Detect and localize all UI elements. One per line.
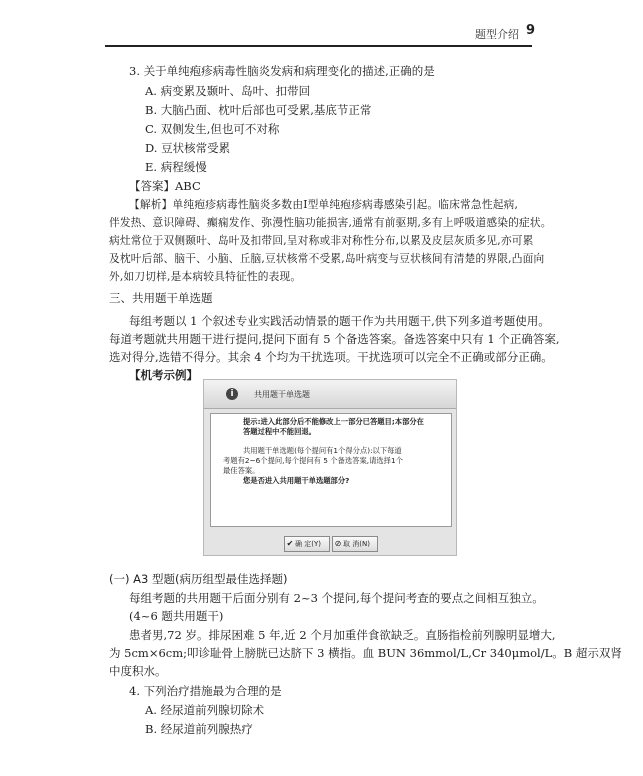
a3-heading: (一) A3 型题(病历组型最佳选择题) [109,572,288,586]
option-d: D. 豆状核常受累 [145,141,231,155]
header-section-title: 题型介绍 [475,28,519,41]
option-a: A. 经尿道前列腺切除术 [145,703,265,717]
question-3-stem: 3. 关于单纯疱疹病毒性脑炎发病和病理变化的描述,正确的是 [129,64,435,78]
section-paragraph-line: 选对得分,选错不得分。其余 4 个均为干扰选项。干扰选项可以完全不正确或部分正确。 [109,350,553,364]
section-paragraph-line: 每道考题就共用题干进行提问,提问下面有 5 个备选答案。备选答案中只有 1 个正确答案, [109,332,560,346]
case-line: 中度积水。 [109,664,167,678]
dialog-description-line: 共用题干单选题(每个提问有1个得分点):以下每道 [243,446,402,455]
analysis-line: 伴发热、意识障碍、癫痫发作、弥漫性脑功能损害,通常有前驱期,多有上呼吸道感染的症状。 [109,216,552,229]
page-number: 9 [525,23,535,38]
confirm-button[interactable] [284,536,330,552]
question-4-stem: 4. 下列治疗措施最为合理的是 [129,684,282,698]
dialog-title-bar [204,380,456,409]
dialog-description-line: 最佳答案。 [223,466,260,475]
answer-label: 【答案】ABC [129,179,201,193]
option-b: B. 大脑凸面、枕叶后部也可受累,基底节正常 [145,103,372,117]
case-line: 患者男,72 岁。排尿困难 5 年,近 2 个月加重伴食欲缺乏。直肠指检前列腺明显增大, [129,628,556,642]
section-heading: 三、共用题干单选题 [109,291,213,305]
case-group-label: (4~6 题共用题干) [129,609,224,623]
option-e: E. 病程缓慢 [145,160,207,174]
cancel-label: 取 消(N) [343,540,370,548]
dialog-title: 共用题干单选题 [254,390,310,399]
confirm-label: 确 定(Y) [295,540,321,548]
dialog-question: 您是否进入共用题干单选题部分? [243,476,350,485]
cancel-icon: ⊘ [334,539,342,548]
option-a: A. 病变累及颞叶、岛叶、扣带回 [145,84,311,98]
analysis-line: 及枕叶后部、脑干、小脑、丘脑,豆状核常不受累,岛叶病变与豆状核间有清楚的界限,凸面向 [109,252,545,265]
analysis-line: 病灶常位于双侧颞叶、岛叶及扣带回,呈对称或非对称性分布,以累及皮层灰质多见,亦可累 [109,234,534,247]
dialog-description-line: 考题有2~6个提问,每个提问有 5 个备选答案,请选择1个 [223,456,403,465]
option-c: C. 双侧发生,但也可不对称 [145,122,280,136]
check-icon: ✔ [286,539,294,548]
option-b: B. 经尿道前列腺热疗 [145,722,253,736]
cancel-button[interactable] [332,536,378,552]
header-rule [105,45,532,47]
exam-dialog [203,379,457,556]
analysis-line: 【解析】单纯疱疹病毒性脑炎多数由Ⅰ型单纯疱疹病毒感染引起。临床常急性起病, [129,198,519,211]
case-line: 为 5cm×6cm;叩诊耻骨上膀胱已达脐下 3 横指。血 BUN 36mmol/L,Cr 340μmol/L。B 超示双肾 [109,646,622,660]
a3-intro: 每组考题的共用题干后面分别有 2~3 个提问,每个提问考查的要点之间相互独立。 [129,591,544,605]
analysis-line: 外,如刀切样,是本病较具特征性的表现。 [109,270,302,283]
dialog-notice-line: 答题过程中不能回退。 [243,427,316,436]
info-icon: i [226,388,238,400]
dialog-body [210,413,452,527]
section-paragraph-line: 每组考题以 1 个叙述专业实践活动情景的题干作为共用题干,供下列多道考题使用。 [129,314,550,328]
example-label: 【机考示例】 [129,368,198,382]
dialog-notice-line: 提示:进入此部分后不能修改上一部分已答题目;本部分在 [243,417,424,426]
page-header [0,20,643,48]
